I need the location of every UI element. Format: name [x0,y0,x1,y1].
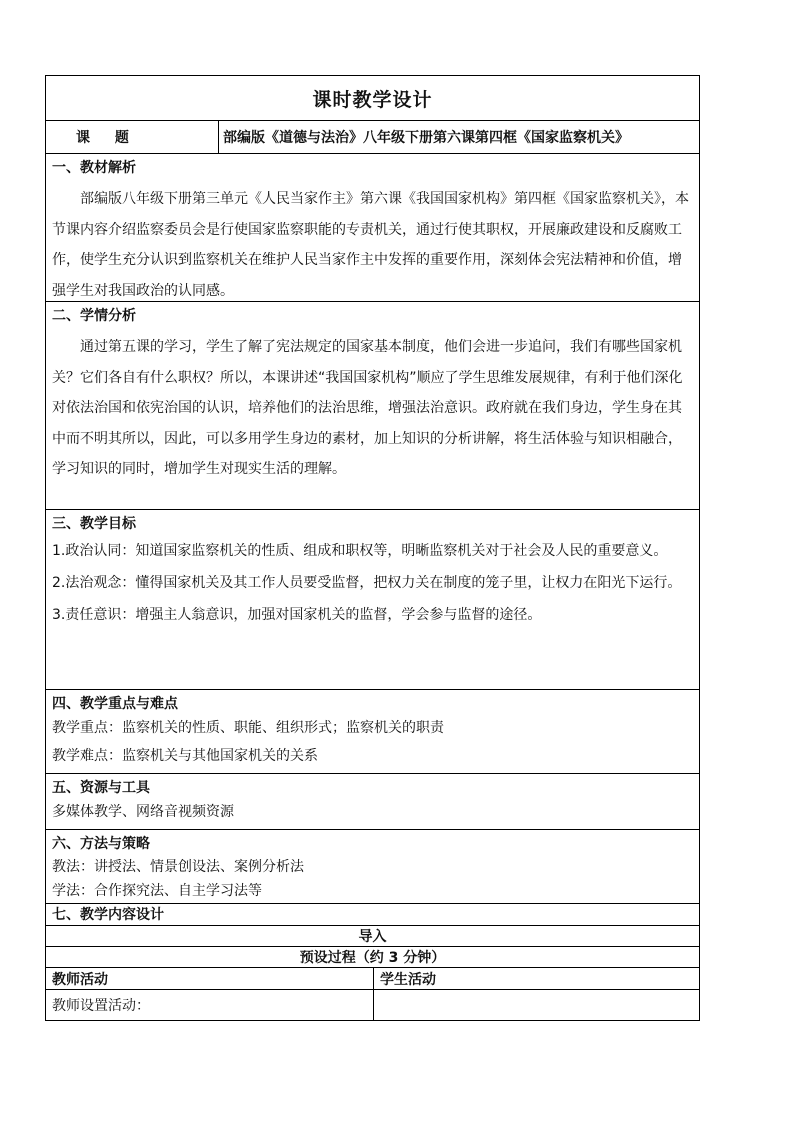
section-content-design [46,904,699,926]
section-teaching-goals [46,510,699,690]
teacher-activity-header: 教师活动 [46,968,374,989]
method-item: 教法：讲授法、情景创设法、案例分析法 [52,859,304,875]
lesson-plan-table [45,75,700,1021]
subject-label: 课 题 [46,121,219,153]
key-point-item: 教学重点：监察机关的性质、职能、组织形式；监察机关的职责 [52,720,444,736]
section-heading: 二、学情分析 [52,308,136,324]
teacher-activity-cell: 教师设置活动： [46,990,374,1020]
subject-value: 部编版《道德与法治》八年级下册第六课第四框《国家监察机关》 [223,130,629,146]
section-heading: 四、教学重点与难点 [52,696,178,712]
goal-item: 2.法治观念：懂得国家机关及其工作人员要受监督，把权力关在制度的笼子里，让权力在阳光下运行。 [52,575,682,591]
section-methods [46,830,699,904]
section-body: 部编版八年级下册第三单元《人民当家作主》第六课《我国国家机构》第四框《国家监察机关》，本节课内容介绍监察委员会是行使国家监察职能的专责机关，通过行使其职权，开展廉政建设和反腐败工作，使学生充分认识到监察机关在维护人民当家作主中发挥的重要作用，深刻体会宪法精神和价值，增强学生对我国政治的认同感。 [52,191,689,299]
activity-content-row [46,990,699,1020]
goal-item: 1.政治认同：知道国家监察机关的性质、组成和职权等，明晰监察机关对于社会及人民的重要意义。 [52,543,668,559]
activity-header-row [46,968,699,990]
resource-item: 多媒体教学、网络音视频资源 [52,804,234,820]
section-resources [46,774,699,830]
student-activity-cell [374,990,699,1020]
section-student-analysis [46,302,699,510]
subject-row [46,121,699,154]
section-body: 通过第五课的学习，学生了解了宪法规定的国家基本制度，他们会进一步追问，我们有哪些国家机关？它们各自有什么职权？所以，本课讲述“我国国家机构”顺应了学生思维发展规律，有利于他们深化对依法治国和依宪治国的认识，培养他们的法治思维，增强法治意识。政府就在我们身边，学生身在其中而不明其所以，因此，可以多用学生身边的素材，加上知识的分析讲解，将生活体验与知识相融合，学习知识的同时，增加学生对现实生活的理解。 [52,339,683,477]
preset-process-label: 预设过程（约 3 分钟） [46,947,699,968]
section-heading: 三、教学目标 [52,516,136,532]
section-textbook-analysis [46,154,699,302]
section-heading: 六、方法与策略 [52,836,150,852]
section-heading: 五、资源与工具 [52,780,150,796]
intro-label: 导入 [46,926,699,947]
method-item: 学法：合作探究法、自主学习法等 [52,883,262,899]
key-point-item: 教学难点：监察机关与其他国家机关的关系 [52,748,318,764]
section-heading: 七、教学内容设计 [52,907,164,923]
section-key-points [46,690,699,774]
student-activity-header: 学生活动 [380,971,436,988]
goal-item: 3.责任意识：增强主人翁意识，加强对国家机关的监督，学会参与监督的途径。 [52,607,542,623]
document-title: 课时教学设计 [46,76,699,121]
section-heading: 一、教材解析 [52,160,136,176]
